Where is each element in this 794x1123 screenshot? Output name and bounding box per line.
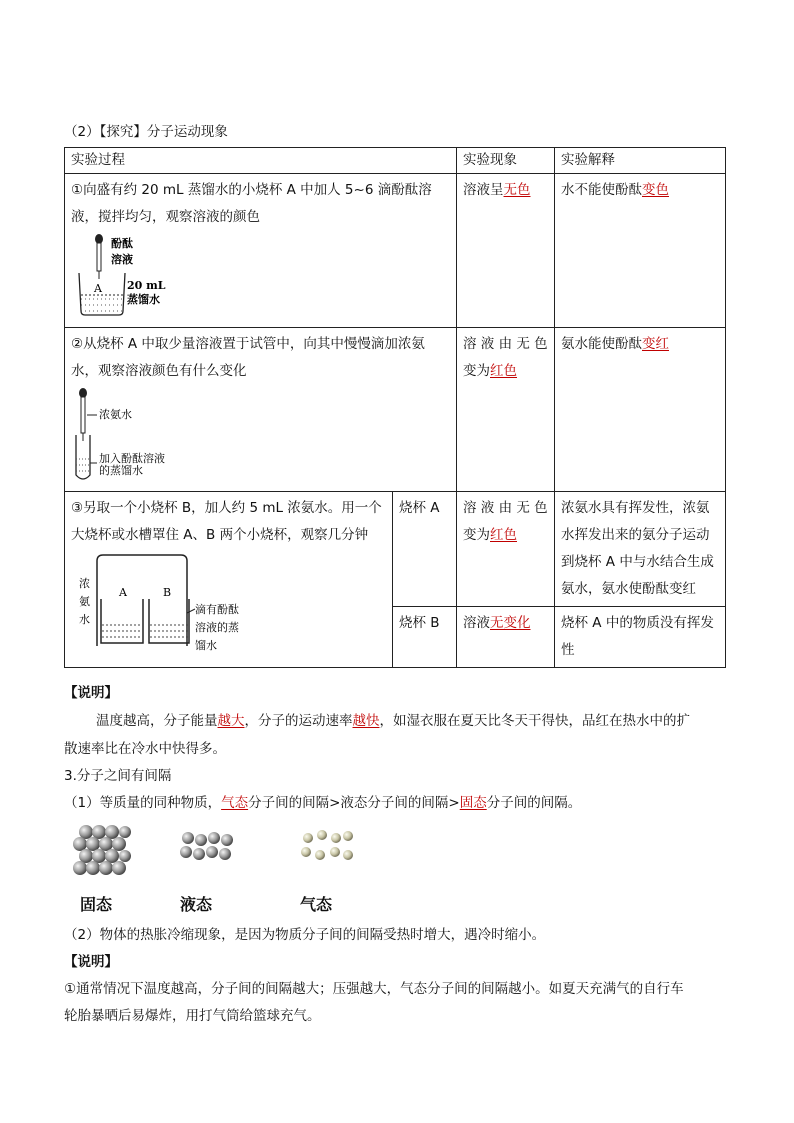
fig1-label-water: 蒸馏水 [127,293,160,306]
fig3-left-1: 浓 [79,577,90,590]
row1-process-text: ①向盛有约 20 mL 蒸馏水的小烧杯 A 中加人 5~6 滴酚酞溶液，搅拌均匀，观察溶液的颜色 [71,182,432,225]
item1-text-a: （1）等质量的同种物质， [64,795,222,811]
row3b-phenomenon-text: 溶液 [463,615,490,631]
table-header-row [65,148,726,174]
note1-paragraph-line2: 散速率比在冷水中快得多。 [64,741,226,757]
row2-process-text: ②从烧杯 A 中取少量溶液置于试管中，向其中慢慢滴加浓氨水，观察溶液颜色有什么变化 [71,336,425,379]
note2-heading: 【说明】 [64,954,118,970]
row3b-phenomenon-cell [457,607,555,668]
state-label-gas: 气态 [300,895,333,914]
item1-text-c: 分子间的间隔。 [486,795,582,811]
note1-highlight-2: 越快 [352,713,380,729]
row3b-phenomenon-highlight: 无变化 [490,615,531,631]
beaker-b-cell: 烧杯 B [393,607,457,668]
fig3-label-a: A [119,586,127,599]
row3a-phenomenon-cell [457,492,555,607]
beaker-a-label: A [94,282,102,295]
gas-particles [301,830,353,860]
note1-heading: 【说明】 [64,685,118,701]
note2-line2: 轮胎暴晒后易爆炸，用打气筒给篮球充气。 [64,1008,321,1024]
fig1-label-phenolphthalein: 酚酞 [111,237,133,250]
fig2-label-phenolphthalein: 加入酚酞溶液 [99,452,165,465]
note2-line1: ①通常情况下温度越高，分子间的间隔越大；压强越大，气态分子间的间隔越小。如夏天充满气的自行车 [64,981,684,997]
row3b-explanation-cell: 烧杯 A 中的物质没有挥发性 [555,607,726,668]
experiment-table [64,147,726,668]
row3-process-cell [65,492,393,668]
liquid-particles [180,832,233,860]
row1-phenomenon-text: 溶液呈 [463,182,504,198]
note1-text-c: ，如湿衣服在夏天比冬天干得快，品红在热水中的扩 [379,713,690,729]
item1-highlight-solid: 固态 [459,795,487,811]
beaker-a-cell: 烧杯 A [393,492,457,607]
beaker-dropper-figure [71,233,181,319]
row2-explanation-text: 氨水能使酚酞 [561,336,642,352]
state-label-liquid: 液态 [180,895,213,914]
section3-item2: （2）物体的热胀冷缩现象，是因为物质分子间的间隔受热时增大，遇冷时缩小。 [64,927,546,943]
states-illustration [70,818,370,884]
fig3-right-2: 溶液的蒸 [195,621,239,634]
note1-text-b: ，分子的运动速率 [244,713,353,729]
fig3-left-3: 水 [79,613,90,626]
item1-highlight-gas: 气态 [221,795,249,811]
header-explanation: 实验解释 [555,148,726,174]
row3a-explanation-cell: 浓氨水具有挥发性，浓氨水挥发出来的氨分子运动到烧杯 A 中与水结合生成氨水，氨水使酚酞变红 [555,492,726,607]
table-row [65,492,726,607]
row2-phenomenon-cell [457,328,555,492]
row2-process-cell [65,328,457,492]
table-row [65,328,726,492]
row1-phenomenon-cell [457,174,555,328]
fig3-label-b: B [163,586,172,599]
row3a-phenomenon-text: 溶 液 由 无 色 变为 [463,500,548,543]
fig1-label-volume: 20 mL [127,279,166,292]
bell-jar-figure [71,551,271,651]
fig3-right-1: 滴有酚酞 [195,603,239,616]
state-label-solid: 固态 [80,895,113,914]
fig2-label-water: 的蒸馏水 [99,464,143,477]
section3-item1 [64,791,581,811]
row2-phenomenon-highlight: 红色 [490,363,517,379]
row3-process-text: ③另取一个小烧杯 B，加人约 5 mL 浓氨水。用一个大烧杯或水槽罩住 A、B 两个小烧杯，观察几分钟 [71,500,382,543]
table-row [65,174,726,328]
row3a-phenomenon-highlight: 红色 [490,527,517,543]
test-tube-figure [71,387,181,483]
row2-phenomenon-text: 溶 液 由 无 色 变为 [463,336,548,379]
row1-phenomenon-highlight: 无色 [503,182,531,198]
item1-text-b: 分子间的间隔>液态分子间的间隔> [248,795,460,811]
solid-particles [73,825,131,875]
fig3-left-2: 氨 [79,595,90,608]
row2-explanation-highlight: 变红 [642,336,669,352]
fig1-label-solution: 溶液 [111,253,133,266]
row1-explanation-text: 水不能使酚酞 [561,182,642,198]
note1-text-a: 温度越高，分子能量 [96,713,218,729]
section3-title: 3.分子之间有间隔 [64,768,172,784]
row1-explanation-cell [555,174,726,328]
header-phenomenon: 实验现象 [457,148,555,174]
note1-paragraph-line1 [96,709,690,729]
row1-process-cell [65,174,457,328]
fig2-label-ammonia: 浓氨水 [99,408,132,421]
row1-explanation-highlight: 变色 [642,182,669,198]
section-heading: （2）【探究】分子运动现象 [64,124,228,140]
row2-explanation-cell [555,328,726,492]
note1-highlight-1: 越大 [217,713,245,729]
header-process: 实验过程 [65,148,457,174]
fig3-right-3: 馏水 [195,639,217,651]
